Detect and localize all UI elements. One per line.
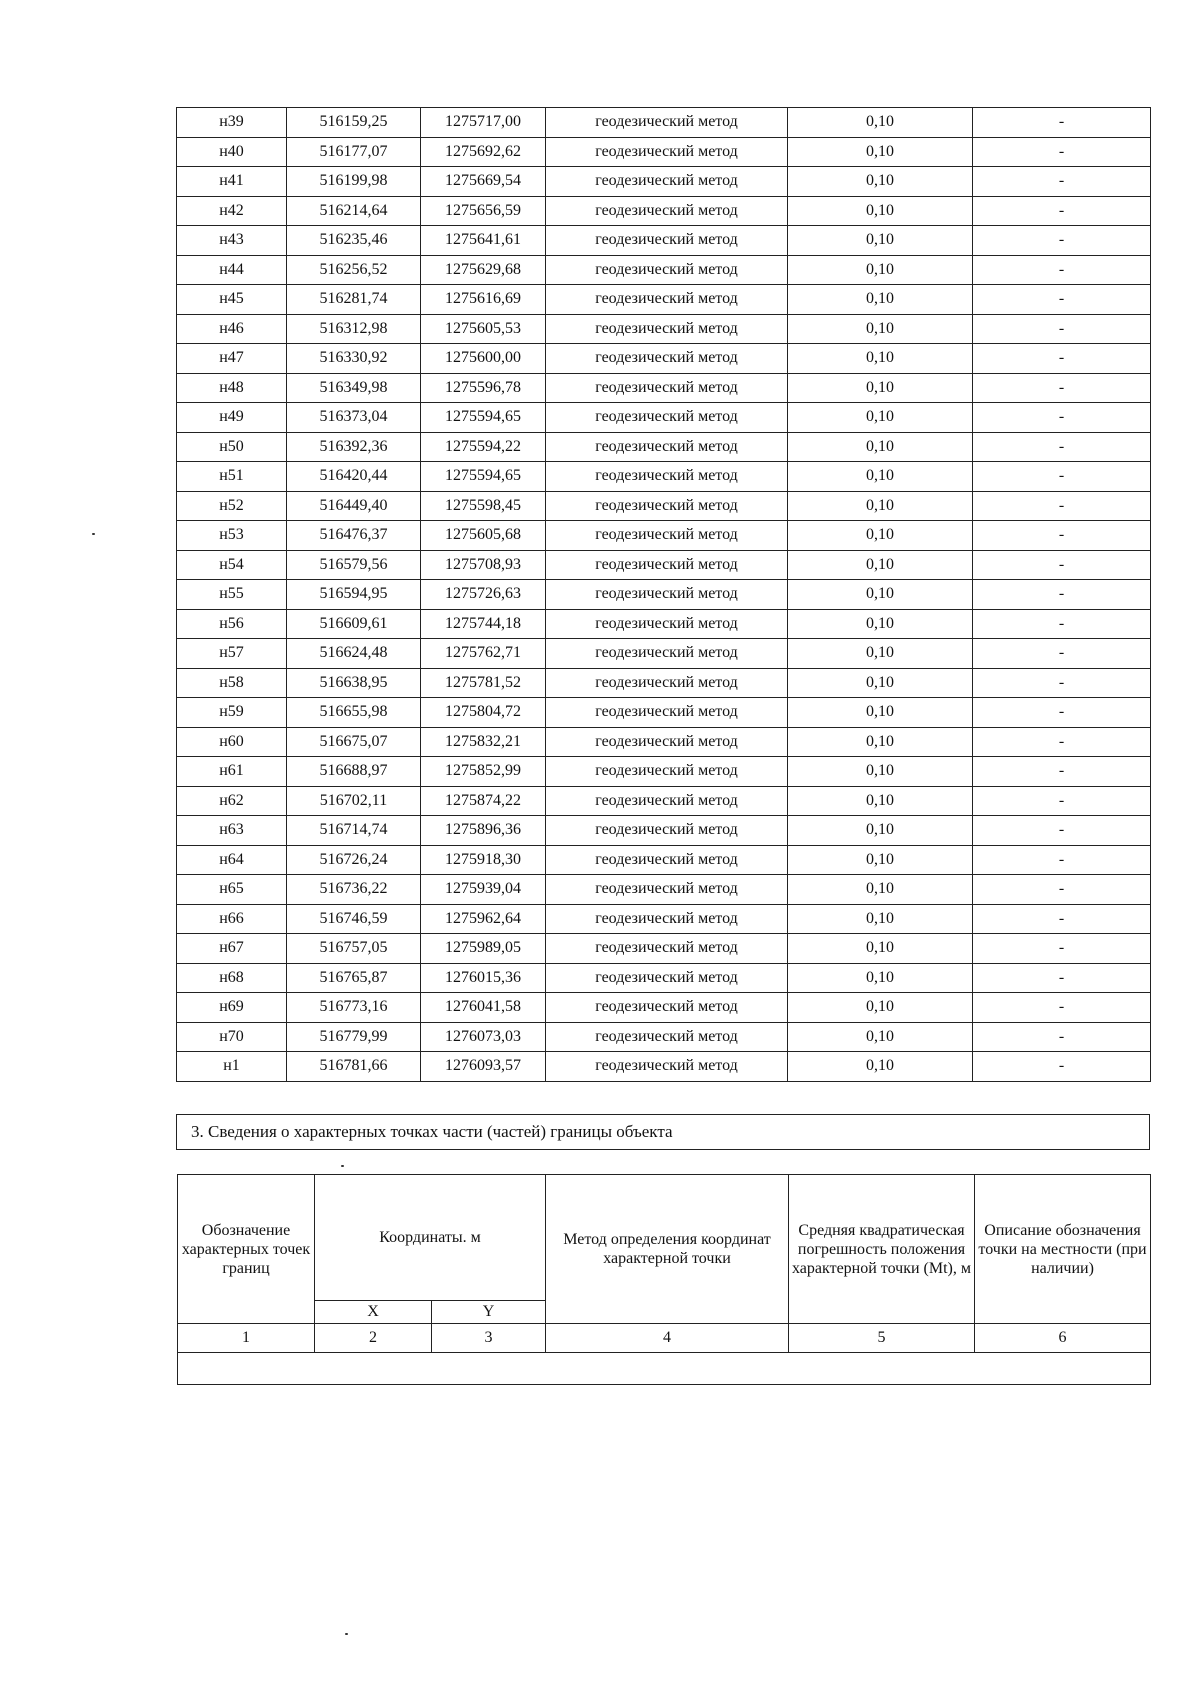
x-coord-cell: 516746,59 — [287, 904, 421, 934]
x-coord-cell: 516609,61 — [287, 609, 421, 639]
y-coord-cell: 1275600,00 — [421, 344, 546, 374]
description-cell: - — [973, 639, 1151, 669]
x-coord-cell: 516476,37 — [287, 521, 421, 551]
point-id-cell: н54 — [177, 550, 287, 580]
method-cell: геодезический метод — [546, 521, 788, 551]
point-id-cell: н52 — [177, 491, 287, 521]
description-cell: - — [973, 462, 1151, 492]
table-row — [177, 108, 1151, 138]
part-boundary-points-table — [177, 1174, 1151, 1385]
point-id-cell: н57 — [177, 639, 287, 669]
points-table-body — [177, 108, 1151, 1082]
y-coord-cell: 1275629,68 — [421, 255, 546, 285]
point-id-cell: н55 — [177, 580, 287, 610]
method-cell: геодезический метод — [546, 934, 788, 964]
description-cell: - — [973, 550, 1151, 580]
y-coord-cell: 1275717,00 — [421, 108, 546, 138]
table-row — [177, 344, 1151, 374]
description-cell: - — [973, 727, 1151, 757]
column-numbers-row — [178, 1324, 1151, 1353]
table-row — [177, 816, 1151, 846]
x-coord-cell: 516159,25 — [287, 108, 421, 138]
table-row — [177, 668, 1151, 698]
scan-speck — [345, 1633, 348, 1635]
y-coord-cell: 1275708,93 — [421, 550, 546, 580]
x-coord-cell: 516675,07 — [287, 727, 421, 757]
point-id-cell: н69 — [177, 993, 287, 1023]
error-cell: 0,10 — [788, 904, 973, 934]
description-cell: - — [973, 226, 1151, 256]
description-cell: - — [973, 934, 1151, 964]
description-cell: - — [973, 698, 1151, 728]
header-row — [178, 1175, 1151, 1301]
x-coord-cell: 516281,74 — [287, 285, 421, 315]
error-cell: 0,10 — [788, 462, 973, 492]
point-id-cell: н67 — [177, 934, 287, 964]
description-cell: - — [973, 875, 1151, 905]
error-cell: 0,10 — [788, 491, 973, 521]
description-cell: - — [973, 373, 1151, 403]
error-cell: 0,10 — [788, 344, 973, 374]
description-cell: - — [973, 816, 1151, 846]
method-cell: геодезический метод — [546, 698, 788, 728]
method-cell: геодезический метод — [546, 491, 788, 521]
y-coord-cell: 1275781,52 — [421, 668, 546, 698]
point-id-cell: н48 — [177, 373, 287, 403]
table-row — [177, 196, 1151, 226]
method-cell: геодезический метод — [546, 462, 788, 492]
description-cell: - — [973, 786, 1151, 816]
y-coord-cell: 1275762,71 — [421, 639, 546, 669]
error-cell: 0,10 — [788, 521, 973, 551]
table-row — [177, 137, 1151, 167]
empty-cell — [178, 1353, 1151, 1385]
description-cell: - — [973, 432, 1151, 462]
table-row — [177, 285, 1151, 315]
method-cell: геодезический метод — [546, 196, 788, 226]
col-x-header: X — [315, 1301, 432, 1324]
characteristic-points-table — [176, 107, 1151, 1082]
point-id-cell: н66 — [177, 904, 287, 934]
method-cell: геодезический метод — [546, 668, 788, 698]
error-cell: 0,10 — [788, 845, 973, 875]
method-cell: геодезический метод — [546, 875, 788, 905]
y-coord-cell: 1275594,65 — [421, 462, 546, 492]
method-cell: геодезический метод — [546, 255, 788, 285]
x-coord-cell: 516420,44 — [287, 462, 421, 492]
method-cell: геодезический метод — [546, 727, 788, 757]
col-error-header: Средняя квадратическая погрешность положения характерной точки (Mt), м — [789, 1175, 975, 1324]
error-cell: 0,10 — [788, 196, 973, 226]
y-coord-cell: 1275744,18 — [421, 609, 546, 639]
table-row — [177, 757, 1151, 787]
method-cell: геодезический метод — [546, 314, 788, 344]
description-cell: - — [973, 403, 1151, 433]
error-cell: 0,10 — [788, 727, 973, 757]
column-number: 4 — [546, 1324, 789, 1353]
table-row — [177, 1022, 1151, 1052]
table-row — [177, 432, 1151, 462]
point-id-cell: н56 — [177, 609, 287, 639]
y-coord-cell: 1276041,58 — [421, 993, 546, 1023]
method-cell: геодезический метод — [546, 344, 788, 374]
x-coord-cell: 516702,11 — [287, 786, 421, 816]
description-cell: - — [973, 1052, 1151, 1082]
x-coord-cell: 516392,36 — [287, 432, 421, 462]
method-cell: геодезический метод — [546, 639, 788, 669]
method-cell: геодезический метод — [546, 550, 788, 580]
table-row — [177, 963, 1151, 993]
column-number: 3 — [432, 1324, 546, 1353]
x-coord-cell: 516177,07 — [287, 137, 421, 167]
error-cell: 0,10 — [788, 934, 973, 964]
error-cell: 0,10 — [788, 993, 973, 1023]
point-id-cell: н63 — [177, 816, 287, 846]
error-cell: 0,10 — [788, 373, 973, 403]
y-coord-cell: 1275874,22 — [421, 786, 546, 816]
error-cell: 0,10 — [788, 1022, 973, 1052]
table-row — [177, 727, 1151, 757]
column-number: 6 — [975, 1324, 1151, 1353]
description-cell: - — [973, 491, 1151, 521]
y-coord-cell: 1275918,30 — [421, 845, 546, 875]
x-coord-cell: 516594,95 — [287, 580, 421, 610]
y-coord-cell: 1275594,22 — [421, 432, 546, 462]
table-row — [177, 550, 1151, 580]
description-cell: - — [973, 108, 1151, 138]
description-cell: - — [973, 344, 1151, 374]
table-row — [177, 462, 1151, 492]
table-row — [177, 226, 1151, 256]
y-coord-cell: 1275692,62 — [421, 137, 546, 167]
table-row — [177, 609, 1151, 639]
table-row — [177, 580, 1151, 610]
error-cell: 0,10 — [788, 1052, 973, 1082]
col-y-header: Y — [432, 1301, 546, 1324]
x-coord-cell: 516714,74 — [287, 816, 421, 846]
x-coord-cell: 516688,97 — [287, 757, 421, 787]
error-cell: 0,10 — [788, 403, 973, 433]
method-cell: геодезический метод — [546, 580, 788, 610]
description-cell: - — [973, 580, 1151, 610]
point-id-cell: н51 — [177, 462, 287, 492]
y-coord-cell: 1275669,54 — [421, 167, 546, 197]
table-row — [177, 1052, 1151, 1082]
error-cell: 0,10 — [788, 698, 973, 728]
table-row — [177, 521, 1151, 551]
description-cell: - — [973, 196, 1151, 226]
description-cell: - — [973, 609, 1151, 639]
point-id-cell: н46 — [177, 314, 287, 344]
x-coord-cell: 516579,56 — [287, 550, 421, 580]
description-cell: - — [973, 668, 1151, 698]
description-cell: - — [973, 314, 1151, 344]
table-row — [177, 314, 1151, 344]
point-id-cell: н43 — [177, 226, 287, 256]
table-row — [177, 875, 1151, 905]
y-coord-cell: 1276015,36 — [421, 963, 546, 993]
description-cell: - — [973, 963, 1151, 993]
error-cell: 0,10 — [788, 875, 973, 905]
y-coord-cell: 1275596,78 — [421, 373, 546, 403]
scan-speck — [92, 533, 95, 535]
error-cell: 0,10 — [788, 255, 973, 285]
table-row — [177, 698, 1151, 728]
y-coord-cell: 1275605,53 — [421, 314, 546, 344]
description-cell: - — [973, 757, 1151, 787]
error-cell: 0,10 — [788, 314, 973, 344]
error-cell: 0,10 — [788, 639, 973, 669]
point-id-cell: н42 — [177, 196, 287, 226]
method-cell: геодезический метод — [546, 432, 788, 462]
table-row — [177, 639, 1151, 669]
error-cell: 0,10 — [788, 786, 973, 816]
method-cell: геодезический метод — [546, 993, 788, 1023]
description-cell: - — [973, 255, 1151, 285]
table-row — [177, 167, 1151, 197]
x-coord-cell: 516638,95 — [287, 668, 421, 698]
point-id-cell: н47 — [177, 344, 287, 374]
column-number: 1 — [178, 1324, 315, 1353]
table-row — [177, 403, 1151, 433]
column-number: 2 — [315, 1324, 432, 1353]
y-coord-cell: 1275605,68 — [421, 521, 546, 551]
description-cell: - — [973, 904, 1151, 934]
section-3-heading: 3. Сведения о характерных точках части (частей) границы объекта — [176, 1114, 1150, 1150]
point-id-cell: н53 — [177, 521, 287, 551]
error-cell: 0,10 — [788, 108, 973, 138]
point-id-cell: н58 — [177, 668, 287, 698]
method-cell: геодезический метод — [546, 403, 788, 433]
table-row — [177, 993, 1151, 1023]
method-cell: геодезический метод — [546, 904, 788, 934]
description-cell: - — [973, 521, 1151, 551]
table-row — [177, 491, 1151, 521]
x-coord-cell: 516779,99 — [287, 1022, 421, 1052]
method-cell: геодезический метод — [546, 373, 788, 403]
error-cell: 0,10 — [788, 285, 973, 315]
y-coord-cell: 1275656,59 — [421, 196, 546, 226]
x-coord-cell: 516330,92 — [287, 344, 421, 374]
x-coord-cell: 516765,87 — [287, 963, 421, 993]
table-row — [177, 934, 1151, 964]
error-cell: 0,10 — [788, 432, 973, 462]
method-cell: геодезический метод — [546, 167, 788, 197]
point-id-cell: н1 — [177, 1052, 287, 1082]
error-cell: 0,10 — [788, 668, 973, 698]
y-coord-cell: 1276093,57 — [421, 1052, 546, 1082]
point-id-cell: н41 — [177, 167, 287, 197]
table-row — [177, 255, 1151, 285]
error-cell: 0,10 — [788, 580, 973, 610]
x-coord-cell: 516624,48 — [287, 639, 421, 669]
x-coord-cell: 516736,22 — [287, 875, 421, 905]
col-description-header: Описание обозначения точки на местности (при наличии) — [975, 1175, 1151, 1324]
y-coord-cell: 1276073,03 — [421, 1022, 546, 1052]
method-cell: геодезический метод — [546, 1022, 788, 1052]
error-cell: 0,10 — [788, 167, 973, 197]
point-id-cell: н65 — [177, 875, 287, 905]
error-cell: 0,10 — [788, 226, 973, 256]
x-coord-cell: 516214,64 — [287, 196, 421, 226]
y-coord-cell: 1275641,61 — [421, 226, 546, 256]
y-coord-cell: 1275804,72 — [421, 698, 546, 728]
col-coordinates-header: Координаты. м — [315, 1175, 546, 1301]
y-coord-cell: 1275989,05 — [421, 934, 546, 964]
error-cell: 0,10 — [788, 757, 973, 787]
description-cell: - — [973, 1022, 1151, 1052]
description-cell: - — [973, 845, 1151, 875]
point-id-cell: н59 — [177, 698, 287, 728]
method-cell: геодезический метод — [546, 285, 788, 315]
y-coord-cell: 1275726,63 — [421, 580, 546, 610]
point-id-cell: н45 — [177, 285, 287, 315]
y-coord-cell: 1275594,65 — [421, 403, 546, 433]
table-row — [177, 373, 1151, 403]
error-cell: 0,10 — [788, 137, 973, 167]
method-cell: геодезический метод — [546, 786, 788, 816]
error-cell: 0,10 — [788, 550, 973, 580]
error-cell: 0,10 — [788, 609, 973, 639]
x-coord-cell: 516449,40 — [287, 491, 421, 521]
y-coord-cell: 1275598,45 — [421, 491, 546, 521]
description-cell: - — [973, 285, 1151, 315]
x-coord-cell: 516349,98 — [287, 373, 421, 403]
x-coord-cell: 516757,05 — [287, 934, 421, 964]
method-cell: геодезический метод — [546, 609, 788, 639]
point-id-cell: н50 — [177, 432, 287, 462]
table-row — [177, 786, 1151, 816]
x-coord-cell: 516256,52 — [287, 255, 421, 285]
y-coord-cell: 1275832,21 — [421, 727, 546, 757]
x-coord-cell: 516773,16 — [287, 993, 421, 1023]
error-cell: 0,10 — [788, 816, 973, 846]
y-coord-cell: 1275616,69 — [421, 285, 546, 315]
description-cell: - — [973, 993, 1151, 1023]
point-id-cell: н70 — [177, 1022, 287, 1052]
empty-data-row — [178, 1353, 1151, 1385]
table-row — [177, 904, 1151, 934]
point-id-cell: н49 — [177, 403, 287, 433]
method-cell: геодезический метод — [546, 757, 788, 787]
x-coord-cell: 516726,24 — [287, 845, 421, 875]
method-cell: геодезический метод — [546, 137, 788, 167]
y-coord-cell: 1275962,64 — [421, 904, 546, 934]
col-method-header: Метод определения координат характерной точки — [546, 1175, 789, 1324]
x-coord-cell: 516655,98 — [287, 698, 421, 728]
description-cell: - — [973, 167, 1151, 197]
x-coord-cell: 516312,98 — [287, 314, 421, 344]
error-cell: 0,10 — [788, 963, 973, 993]
method-cell: геодезический метод — [546, 108, 788, 138]
point-id-cell: н44 — [177, 255, 287, 285]
x-coord-cell: 516781,66 — [287, 1052, 421, 1082]
x-coord-cell: 516373,04 — [287, 403, 421, 433]
point-id-cell: н68 — [177, 963, 287, 993]
point-id-cell: н62 — [177, 786, 287, 816]
point-id-cell: н64 — [177, 845, 287, 875]
point-id-cell: н61 — [177, 757, 287, 787]
column-number: 5 — [789, 1324, 975, 1353]
y-coord-cell: 1275939,04 — [421, 875, 546, 905]
scan-speck — [341, 1165, 344, 1167]
col-point-designation-header: Обозначение характерных точек границ — [178, 1175, 315, 1324]
y-coord-cell: 1275896,36 — [421, 816, 546, 846]
y-coord-cell: 1275852,99 — [421, 757, 546, 787]
x-coord-cell: 516199,98 — [287, 167, 421, 197]
point-id-cell: н40 — [177, 137, 287, 167]
method-cell: геодезический метод — [546, 816, 788, 846]
method-cell: геодезический метод — [546, 963, 788, 993]
method-cell: геодезический метод — [546, 226, 788, 256]
table-row — [177, 845, 1151, 875]
method-cell: геодезический метод — [546, 1052, 788, 1082]
point-id-cell: н60 — [177, 727, 287, 757]
point-id-cell: н39 — [177, 108, 287, 138]
method-cell: геодезический метод — [546, 845, 788, 875]
description-cell: - — [973, 137, 1151, 167]
x-coord-cell: 516235,46 — [287, 226, 421, 256]
